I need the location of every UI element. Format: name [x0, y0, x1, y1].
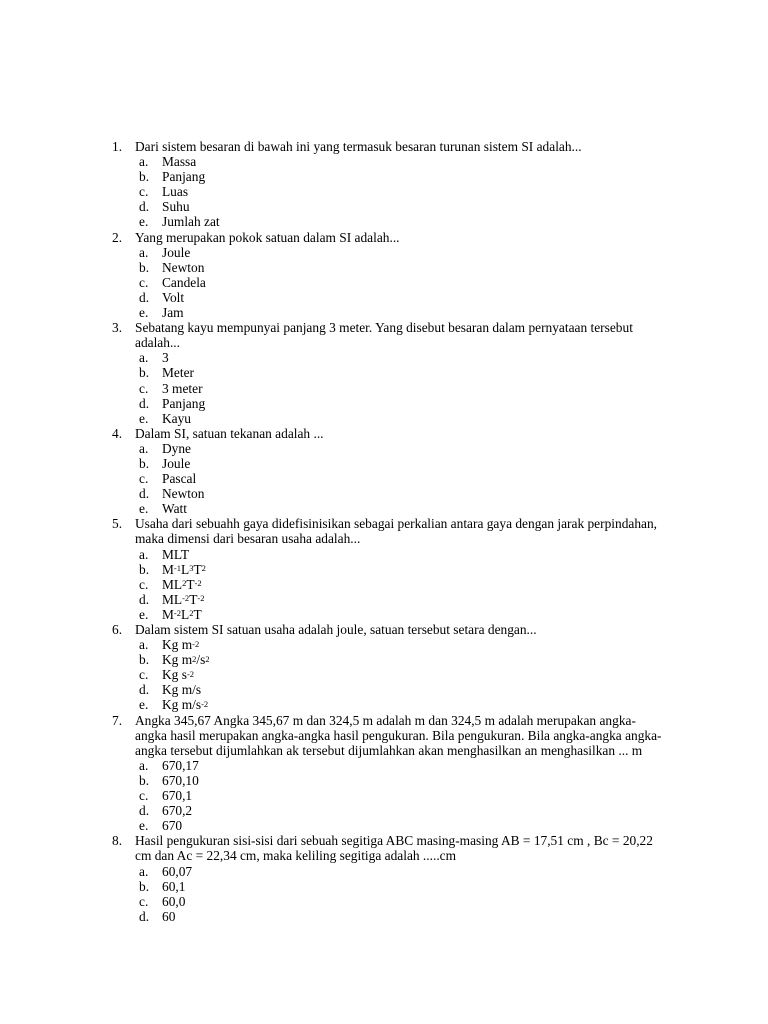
option-text-part: M	[162, 606, 174, 622]
option-letter: d.	[139, 682, 150, 698]
answer-options	[135, 637, 665, 712]
answer-option	[135, 788, 665, 803]
option-text-part: L	[181, 561, 190, 577]
option-text-part: 60	[162, 908, 176, 924]
answer-option	[135, 441, 665, 456]
answer-option	[135, 214, 665, 229]
option-text-part: 670,1	[162, 788, 193, 804]
option-superscript: -2	[182, 593, 190, 604]
option-text-part: Kayu	[162, 410, 192, 426]
option-letter: d.	[139, 803, 150, 819]
option-letter: c.	[139, 380, 149, 396]
option-superscript: 2	[189, 608, 194, 619]
answer-option	[135, 607, 665, 622]
option-text	[162, 381, 203, 396]
answer-option	[135, 562, 665, 577]
option-text-part: T	[193, 561, 202, 577]
option-text-part: 670,10	[162, 772, 199, 788]
question-6	[0, 622, 665, 713]
option-text	[162, 607, 202, 622]
option-letter: a.	[139, 863, 149, 879]
option-letter: d.	[139, 199, 150, 215]
question-number: 7.	[112, 712, 123, 728]
option-text	[162, 486, 204, 501]
option-letter: a.	[139, 757, 149, 773]
option-letter: b.	[139, 259, 150, 275]
option-superscript: -2	[197, 593, 205, 604]
option-text	[162, 245, 190, 260]
option-text-part: Kg m/s	[162, 682, 202, 698]
answer-option	[135, 486, 665, 501]
option-text	[162, 879, 185, 894]
option-superscript: -2	[186, 668, 195, 679]
option-text-part: 60,07	[162, 863, 193, 879]
option-text	[162, 305, 184, 320]
question-number: 2.	[112, 229, 123, 245]
option-text-part: Joule	[162, 455, 191, 471]
option-letter: e.	[139, 501, 149, 517]
option-text-part: Panjang	[162, 169, 206, 185]
option-text	[162, 652, 210, 667]
option-text-part: Candela	[162, 274, 206, 290]
question-text: Hasil pengukuran sisi-sisi dari sebuah segitiga ABC masing-masing AB = 17,51 cm , Bc = 20,22 cm dan Ac = 22,34 cm, maka keliling segitiga adalah .....cm	[135, 833, 653, 864]
option-text-part: Watt	[162, 501, 187, 517]
option-text	[162, 773, 199, 788]
answer-option	[135, 350, 665, 365]
answer-option	[135, 652, 665, 667]
answer-option	[135, 773, 665, 788]
question-8	[0, 833, 665, 924]
option-text	[162, 471, 196, 486]
option-letter: d.	[139, 591, 150, 607]
option-text-part: T	[186, 576, 195, 592]
option-text-part: Volt	[162, 289, 185, 305]
question-text: Dalam SI, satuan tekanan adalah ...	[135, 425, 324, 441]
option-letter: a.	[139, 244, 149, 260]
answer-options	[135, 758, 665, 833]
option-text-part: /s	[196, 652, 206, 668]
option-letter: c.	[139, 667, 149, 683]
option-text	[162, 818, 182, 833]
answer-option	[135, 501, 665, 516]
option-text	[162, 637, 199, 652]
option-text	[162, 909, 175, 924]
option-letter: d.	[139, 486, 150, 502]
option-letter: a.	[139, 546, 149, 562]
option-text-part: Panjang	[162, 395, 206, 411]
answer-option	[135, 682, 665, 697]
answer-option	[135, 275, 665, 290]
answer-option	[135, 184, 665, 199]
answer-option	[135, 577, 665, 592]
option-text-part: Pascal	[162, 471, 197, 487]
option-text-part: Dyne	[162, 440, 192, 456]
option-text	[162, 169, 205, 184]
question-number: 1.	[112, 139, 123, 154]
option-text-part: Kg m/s	[162, 697, 202, 713]
answer-option	[135, 637, 665, 652]
option-superscript: 2	[205, 653, 210, 664]
option-text-part: T	[193, 606, 202, 622]
option-text	[162, 365, 194, 380]
answer-options	[135, 350, 665, 425]
answer-option	[135, 290, 665, 305]
option-text	[162, 682, 201, 697]
option-text-part: Luas	[162, 184, 189, 200]
option-text	[162, 199, 190, 214]
option-text	[162, 758, 199, 773]
option-text-part: Joule	[162, 244, 191, 260]
option-text-part: ML	[162, 591, 183, 607]
option-letter: c.	[139, 471, 149, 487]
answer-option	[135, 758, 665, 773]
option-text-part: Suhu	[162, 199, 190, 215]
option-text-part: Jam	[162, 305, 184, 321]
question-2	[0, 230, 665, 321]
option-text-part: Newton	[162, 486, 205, 502]
option-letter: b.	[139, 169, 150, 185]
option-letter: c.	[139, 274, 149, 290]
answer-options	[135, 547, 665, 622]
option-letter: a.	[139, 440, 149, 456]
option-text	[162, 501, 187, 516]
question-number: 3.	[112, 320, 123, 336]
question-text: Angka 345,67 Angka 345,67 m dan 324,5 m adalah m dan 324,5 m adalah merupakan angka-angka hasil merupakan angka-angka hasil pengukuran. Bila pengukuran. Bila angka-angka angka-angka tersebut dijumlahkan ak tersebut dijumlahkan akan menghasilkan an menghasilkan ... m	[135, 712, 662, 758]
option-text-part: 670	[162, 818, 183, 834]
option-superscript: -1	[173, 563, 182, 574]
option-letter: c.	[139, 893, 149, 909]
answer-option	[135, 169, 665, 184]
question-1	[0, 139, 665, 230]
option-text-part: 3	[162, 350, 169, 366]
option-letter: e.	[139, 818, 149, 834]
option-text	[162, 864, 192, 879]
option-text	[162, 894, 185, 909]
option-text-part: Kg m	[162, 652, 193, 668]
answer-option	[135, 411, 665, 426]
question-number: 6.	[112, 622, 123, 637]
answer-option	[135, 365, 665, 380]
option-text-part: L	[181, 606, 190, 622]
option-text-part: Massa	[162, 154, 197, 170]
answer-option	[135, 260, 665, 275]
option-superscript: 2	[201, 563, 206, 574]
answer-option	[135, 154, 665, 169]
option-letter: e.	[139, 305, 149, 321]
option-text	[162, 260, 204, 275]
option-letter: a.	[139, 154, 149, 170]
option-text	[162, 577, 202, 592]
answer-option	[135, 245, 665, 260]
option-letter: d.	[139, 908, 150, 924]
answer-option	[135, 803, 665, 818]
option-letter: c.	[139, 576, 149, 592]
question-text: Usaha dari sebuahh gaya didefisinisikan sebagai perkalian antara gaya dengan jarak perpindahan, maka dimensi dari besaran usaha adalah...	[135, 516, 658, 547]
option-text	[162, 697, 208, 712]
option-text	[162, 788, 192, 803]
option-text	[162, 396, 205, 411]
option-text	[162, 184, 188, 199]
question-text: Dari sistem besaran di bawah ini yang termasuk besaran turunan sistem SI adalah...	[135, 139, 582, 154]
option-letter: a.	[139, 350, 149, 366]
option-letter: c.	[139, 184, 149, 200]
answer-option	[135, 909, 665, 924]
question-7	[0, 713, 665, 834]
option-text	[162, 154, 196, 169]
answer-option	[135, 396, 665, 411]
option-text-part: Newton	[162, 259, 205, 275]
option-letter: a.	[139, 637, 149, 653]
option-superscript: -2	[173, 608, 182, 619]
option-text	[162, 456, 190, 471]
question-5	[0, 516, 665, 622]
answer-option	[135, 547, 665, 562]
option-text-part: 60,1	[162, 878, 186, 894]
option-text	[162, 547, 189, 562]
answer-option	[135, 199, 665, 214]
option-text-part: 670,2	[162, 803, 193, 819]
option-superscript: -2	[192, 638, 200, 649]
answer-option	[135, 456, 665, 471]
option-text-part: ML	[162, 576, 183, 592]
option-letter: b.	[139, 878, 150, 894]
option-letter: c.	[139, 788, 149, 804]
option-superscript: 3	[189, 563, 194, 574]
option-superscript: 2	[192, 653, 197, 664]
option-text	[162, 214, 220, 229]
question-number: 5.	[112, 516, 123, 532]
option-text	[162, 275, 206, 290]
question-number: 8.	[112, 833, 123, 849]
option-letter: b.	[139, 772, 150, 788]
option-text-part: Jumlah zat	[162, 214, 220, 230]
answer-option	[135, 697, 665, 712]
option-text-part: Meter	[162, 365, 194, 381]
option-letter: d.	[139, 395, 150, 411]
option-letter: e.	[139, 214, 149, 230]
answer-options	[135, 441, 665, 516]
answer-option	[135, 305, 665, 320]
answer-option	[135, 667, 665, 682]
question-4	[0, 426, 665, 517]
option-letter: b.	[139, 561, 150, 577]
option-letter: e.	[139, 606, 149, 622]
option-text	[162, 667, 194, 682]
answer-option	[135, 381, 665, 396]
answer-option	[135, 471, 665, 486]
option-superscript: -2	[201, 698, 209, 709]
answer-option	[135, 818, 665, 833]
option-text	[162, 290, 184, 305]
option-letter: e.	[139, 697, 149, 713]
answer-options	[135, 245, 665, 320]
question-text: Dalam sistem SI satuan usaha adalah joule, satuan tersebut setara dengan...	[135, 622, 537, 637]
answer-option	[135, 894, 665, 909]
option-letter: b.	[139, 455, 150, 471]
option-text-part: Kg m	[162, 637, 193, 653]
option-text-part: 3 meter	[162, 380, 203, 396]
option-text-part: Kg s	[162, 667, 187, 683]
answer-option	[135, 592, 665, 607]
option-superscript: 2	[182, 578, 187, 589]
question-text: Sebatang kayu mempunyai panjang 3 meter. Yang disebut besaran dalam pernyataan tersebut adalah...	[135, 320, 633, 351]
option-text-part: 60,0	[162, 893, 186, 909]
option-letter: b.	[139, 652, 150, 668]
option-text-part: M	[162, 561, 174, 577]
answer-options	[135, 154, 665, 229]
option-letter: e.	[139, 410, 149, 426]
question-number: 4.	[112, 425, 123, 441]
option-text	[162, 803, 192, 818]
option-text	[162, 592, 204, 607]
question-text: Yang merupakan pokok satuan dalam SI adalah...	[135, 229, 400, 245]
option-text-part: MLT	[162, 546, 190, 562]
question-list	[0, 139, 768, 924]
answer-option	[135, 864, 665, 879]
option-text	[162, 562, 206, 577]
option-text	[162, 411, 191, 426]
question-3	[0, 320, 665, 426]
option-text	[162, 350, 169, 365]
option-letter: b.	[139, 365, 150, 381]
answer-option	[135, 879, 665, 894]
option-letter: d.	[139, 289, 150, 305]
option-text-part: T	[189, 591, 198, 607]
answer-options	[135, 864, 665, 924]
option-text-part: 670,17	[162, 757, 199, 773]
option-text	[162, 441, 191, 456]
option-superscript: -2	[194, 578, 202, 589]
